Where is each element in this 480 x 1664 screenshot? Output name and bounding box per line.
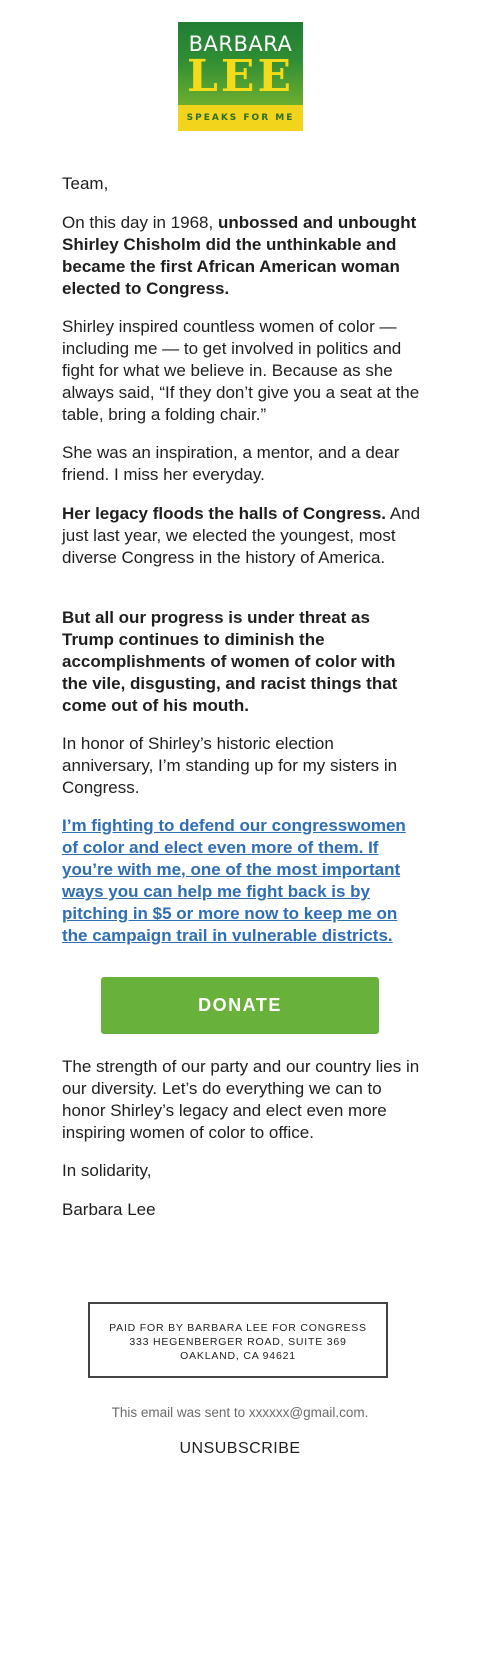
- paid-for-line: PAID FOR BY BARBARA LEE FOR CONGRESS: [109, 1322, 367, 1334]
- sent-to-notice: This email was sent to xxxxxx@gmail.com.: [111, 1405, 369, 1420]
- paragraph-inspiration: Shirley inspired countless women of color — including me — to get involved in politics and fight for what we believe in. Because as she always said, “If they don’t give you a seat at the table, bring a folding chair.”: [62, 317, 420, 424]
- paragraph-chisholm: On this day in 1968, unbossed and unbought Shirley Chisholm did the unthinkable and became the first African American woman elected to Congress.: [62, 213, 417, 298]
- paragraph-threat: But all our progress is under threat as Trump continues to diminish the accomplishments of women of color with the vile, disgusting, and racist things that come out of his mouth.: [62, 608, 398, 715]
- logo-last-name: LEE: [186, 51, 294, 102]
- paragraph-legacy: Her legacy floods the halls of Congress. And just last year, we elected the youngest, most diverse Congress in the history of America.: [62, 504, 421, 567]
- donation-link[interactable]: I’m fighting to defend our congresswomen of color and elect even more of them. If you’re with me, one of the most important ways you can help me fight back is by pitching in $5 or more now to keep me on the campaign trail in vulnerable districts.: [62, 816, 406, 945]
- address-line-1: 333 HEGENBERGER ROAD, SUITE 369: [129, 1336, 347, 1348]
- paid-for-disclaimer: [88, 1302, 388, 1378]
- unsubscribe-link[interactable]: UNSUBSCRIBE: [179, 1440, 301, 1457]
- logo-tagline: SPEAKS FOR ME: [178, 105, 303, 131]
- campaign-logo: [178, 22, 303, 131]
- paragraph-mentor: She was an inspiration, a mentor, and a dear friend. I miss her everyday.: [62, 443, 400, 484]
- donate-button[interactable]: DONATE: [101, 977, 379, 1034]
- closing: In solidarity,: [62, 1161, 152, 1180]
- greeting: Team,: [62, 174, 109, 193]
- address-line-2: OAKLAND, CA 94621: [180, 1350, 296, 1362]
- signature: Barbara Lee: [62, 1200, 156, 1219]
- paragraph-honor: In honor of Shirley’s historic election anniversary, I’m standing up for my sisters in Congress.: [62, 734, 398, 797]
- paragraph-strength: The strength of our party and our country lies in our diversity. Let’s do everything we can to honor Shirley’s legacy and elect even more inspiring women of color to office.: [62, 1057, 420, 1142]
- logo-first-name: BARBARA: [188, 32, 293, 56]
- donation-link-paragraph: [62, 815, 422, 947]
